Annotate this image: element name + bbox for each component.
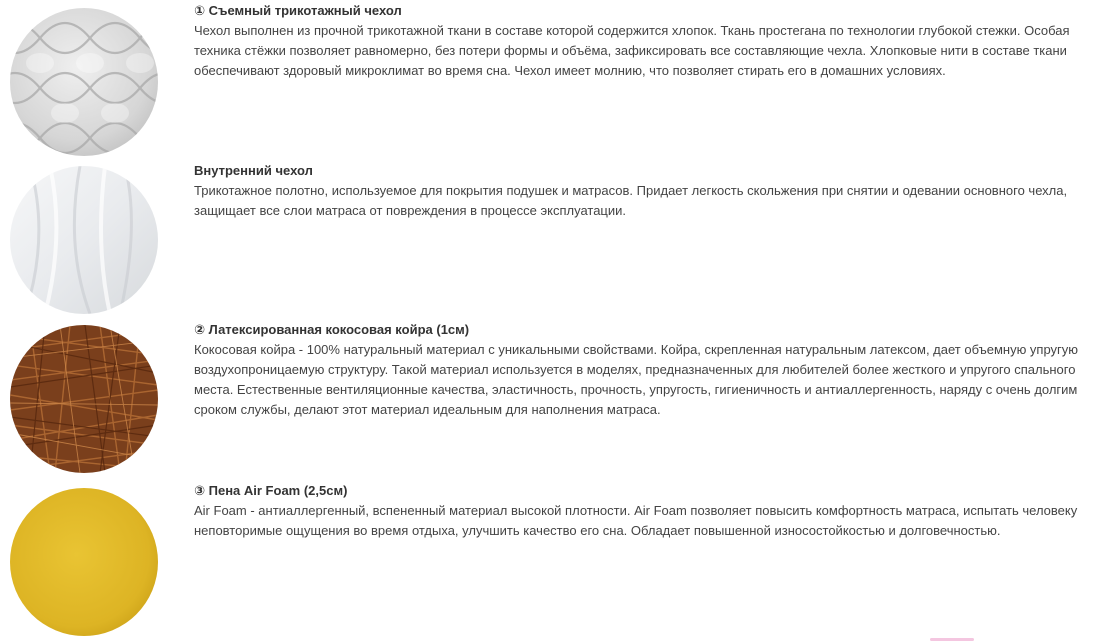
layer-title: Внутренний чехол [194, 163, 313, 178]
quilted-fabric-icon [10, 8, 158, 156]
layer-description: Чехол выполнен из прочной трикотажной ткани в составе которой содержится хлопок. Ткань простегана по технологии глубокой стежки. Особая техника стёжки позволяет равномерно, без потери формы и объёма, зафиксировать все составляющие чехла. Хлопковые нити в составе ткани обеспечивают здоровый микроклимат во время сна. Чехол имеет молнию, что позволяет стирать его в домашних условиях. [194, 23, 1070, 78]
layer-description: Air Foam - антиаллергенный, вспененный материал высокой плотности. Air Foam позволяет повысить комфортность матраса, испытать человеку неповторимые ощущения во время отдыха, улучшить качество его сна. Обладает повышенной износостойкостью и долговечностью. [194, 503, 1078, 538]
layer-title: ② Латексированная кокосовая койра (1см) [194, 322, 470, 337]
coconut-coir-image [10, 325, 158, 473]
quilted-fabric-image [10, 8, 158, 156]
coconut-coir-icon [10, 325, 158, 473]
white-fabric-image [10, 166, 158, 314]
layer-description: Трикотажное полотно, используемое для покрытия подушек и матрасов. Придает легкость скольжения при снятии и одевании основного чехла, защищает все слои матраса от повреждения в процессе эксплуатации. [194, 183, 1068, 218]
yellow-foam-image [10, 488, 158, 636]
decorative-bar [930, 638, 974, 641]
layer-description: Кокосовая койра - 100% натуральный материал с уникальными свойствами. Койра, скрепленная натуральным латексом, дает объемную упругую воздухопроницаемую структуру. Такой материал используется в моделях, предназначенных для любителей более жесткого и упругого спального места. Естественные вентиляционные качества, эластичность, прочность, упругость, гигиеничность и антиаллергенность, наряду с очень долгим сроком службы, делают этот материал идеальным для наполнения матраса. [194, 342, 1079, 417]
layer-title: ③ Пена Air Foam (2,5см) [194, 483, 348, 498]
layer-title: ① Съемный трикотажный чехол [194, 3, 402, 18]
white-fabric-icon [10, 166, 158, 314]
yellow-foam-icon [10, 488, 158, 636]
